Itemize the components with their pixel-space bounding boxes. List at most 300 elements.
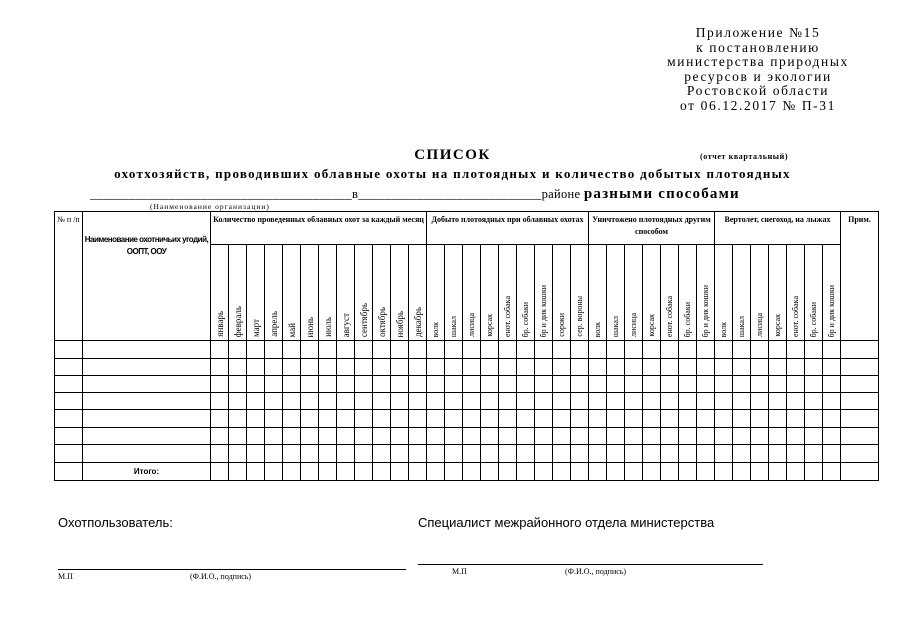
table-cell[interactable] xyxy=(571,445,589,463)
total-cell[interactable] xyxy=(319,463,337,481)
table-cell[interactable] xyxy=(589,428,607,445)
table-cell[interactable] xyxy=(481,410,499,428)
table-cell[interactable] xyxy=(301,341,319,359)
table-cell[interactable] xyxy=(373,359,391,376)
table-cell[interactable] xyxy=(373,428,391,445)
table-cell[interactable] xyxy=(55,359,83,376)
table-cell[interactable] xyxy=(83,393,211,410)
table-cell[interactable] xyxy=(517,428,535,445)
table-cell[interactable] xyxy=(373,341,391,359)
table-cell[interactable] xyxy=(319,445,337,463)
table-cell[interactable] xyxy=(535,359,553,376)
total-cell[interactable] xyxy=(337,463,355,481)
table-cell[interactable] xyxy=(211,393,229,410)
table-cell[interactable] xyxy=(823,341,841,359)
table-cell[interactable] xyxy=(301,445,319,463)
table-cell[interactable] xyxy=(211,376,229,393)
table-cell[interactable] xyxy=(607,428,625,445)
table-cell[interactable] xyxy=(787,410,805,428)
table-cell[interactable] xyxy=(83,428,211,445)
total-cell[interactable] xyxy=(373,463,391,481)
table-cell[interactable] xyxy=(715,359,733,376)
table-cell[interactable] xyxy=(481,376,499,393)
table-cell[interactable] xyxy=(83,376,211,393)
table-cell[interactable] xyxy=(697,359,715,376)
table-cell[interactable] xyxy=(805,445,823,463)
table-cell[interactable] xyxy=(283,445,301,463)
table-cell[interactable] xyxy=(769,341,787,359)
table-cell[interactable] xyxy=(823,359,841,376)
table-cell[interactable] xyxy=(391,376,409,393)
table-cell[interactable] xyxy=(463,410,481,428)
table-cell[interactable] xyxy=(661,410,679,428)
table-cell[interactable] xyxy=(463,393,481,410)
table-cell[interactable] xyxy=(643,376,661,393)
table-cell[interactable] xyxy=(319,359,337,376)
table-cell[interactable] xyxy=(805,376,823,393)
table-cell[interactable] xyxy=(823,428,841,445)
table-cell[interactable] xyxy=(265,359,283,376)
table-cell[interactable] xyxy=(553,445,571,463)
table-cell[interactable] xyxy=(535,410,553,428)
table-cell[interactable] xyxy=(337,341,355,359)
table-cell[interactable] xyxy=(607,376,625,393)
table-cell[interactable] xyxy=(805,393,823,410)
table-cell[interactable] xyxy=(55,445,83,463)
table-cell[interactable] xyxy=(571,376,589,393)
table-cell[interactable] xyxy=(661,428,679,445)
table-cell[interactable] xyxy=(571,393,589,410)
table-cell[interactable] xyxy=(83,445,211,463)
total-cell[interactable] xyxy=(841,463,879,481)
total-cell[interactable] xyxy=(481,463,499,481)
table-cell[interactable] xyxy=(643,359,661,376)
table-cell[interactable] xyxy=(229,341,247,359)
table-cell[interactable] xyxy=(265,428,283,445)
table-cell[interactable] xyxy=(715,445,733,463)
table-cell[interactable] xyxy=(769,376,787,393)
total-cell[interactable] xyxy=(769,463,787,481)
table-cell[interactable] xyxy=(445,359,463,376)
table-cell[interactable] xyxy=(445,445,463,463)
total-cell[interactable] xyxy=(463,463,481,481)
table-cell[interactable] xyxy=(661,376,679,393)
table-cell[interactable] xyxy=(733,393,751,410)
table-cell[interactable] xyxy=(481,393,499,410)
table-cell[interactable] xyxy=(841,410,879,428)
table-cell[interactable] xyxy=(841,428,879,445)
table-cell[interactable] xyxy=(697,376,715,393)
table-cell[interactable] xyxy=(319,393,337,410)
table-cell[interactable] xyxy=(55,393,83,410)
table-cell[interactable] xyxy=(55,428,83,445)
table-cell[interactable] xyxy=(211,428,229,445)
table-cell[interactable] xyxy=(643,410,661,428)
table-cell[interactable] xyxy=(805,410,823,428)
table-cell[interactable] xyxy=(553,410,571,428)
table-cell[interactable] xyxy=(805,428,823,445)
table-cell[interactable] xyxy=(337,445,355,463)
table-cell[interactable] xyxy=(553,428,571,445)
table-cell[interactable] xyxy=(265,393,283,410)
table-cell[interactable] xyxy=(211,341,229,359)
table-cell[interactable] xyxy=(391,445,409,463)
table-cell[interactable] xyxy=(697,393,715,410)
table-cell[interactable] xyxy=(751,428,769,445)
table-cell[interactable] xyxy=(83,410,211,428)
table-cell[interactable] xyxy=(409,393,427,410)
total-cell[interactable] xyxy=(499,463,517,481)
table-cell[interactable] xyxy=(715,393,733,410)
table-cell[interactable] xyxy=(211,445,229,463)
table-cell[interactable] xyxy=(319,376,337,393)
table-cell[interactable] xyxy=(769,393,787,410)
table-cell[interactable] xyxy=(625,393,643,410)
table-cell[interactable] xyxy=(373,376,391,393)
table-cell[interactable] xyxy=(355,376,373,393)
table-cell[interactable] xyxy=(409,359,427,376)
table-cell[interactable] xyxy=(589,376,607,393)
table-cell[interactable] xyxy=(661,341,679,359)
table-cell[interactable] xyxy=(499,445,517,463)
table-cell[interactable] xyxy=(481,428,499,445)
table-cell[interactable] xyxy=(553,359,571,376)
table-cell[interactable] xyxy=(319,341,337,359)
table-cell[interactable] xyxy=(697,428,715,445)
table-cell[interactable] xyxy=(481,341,499,359)
table-cell[interactable] xyxy=(229,393,247,410)
table-cell[interactable] xyxy=(589,410,607,428)
table-cell[interactable] xyxy=(679,341,697,359)
table-cell[interactable] xyxy=(823,393,841,410)
table-cell[interactable] xyxy=(355,428,373,445)
table-cell[interactable] xyxy=(445,376,463,393)
table-cell[interactable] xyxy=(391,359,409,376)
table-cell[interactable] xyxy=(553,341,571,359)
table-cell[interactable] xyxy=(427,393,445,410)
total-cell[interactable] xyxy=(643,463,661,481)
total-cell[interactable] xyxy=(679,463,697,481)
table-cell[interactable] xyxy=(751,341,769,359)
table-cell[interactable] xyxy=(589,341,607,359)
table-cell[interactable] xyxy=(55,376,83,393)
table-cell[interactable] xyxy=(751,376,769,393)
table-cell[interactable] xyxy=(499,376,517,393)
table-cell[interactable] xyxy=(481,359,499,376)
table-cell[interactable] xyxy=(247,393,265,410)
table-cell[interactable] xyxy=(499,393,517,410)
table-cell[interactable] xyxy=(301,376,319,393)
table-cell[interactable] xyxy=(319,428,337,445)
table-cell[interactable] xyxy=(319,410,337,428)
table-cell[interactable] xyxy=(715,341,733,359)
total-cell[interactable] xyxy=(517,463,535,481)
table-cell[interactable] xyxy=(445,428,463,445)
table-cell[interactable] xyxy=(517,376,535,393)
table-cell[interactable] xyxy=(823,410,841,428)
table-cell[interactable] xyxy=(247,445,265,463)
table-cell[interactable] xyxy=(83,359,211,376)
table-cell[interactable] xyxy=(265,410,283,428)
table-cell[interactable] xyxy=(841,376,879,393)
total-cell[interactable] xyxy=(283,463,301,481)
table-cell[interactable] xyxy=(283,428,301,445)
table-cell[interactable] xyxy=(247,341,265,359)
table-cell[interactable] xyxy=(517,341,535,359)
table-cell[interactable] xyxy=(751,410,769,428)
table-cell[interactable] xyxy=(787,428,805,445)
table-cell[interactable] xyxy=(643,341,661,359)
table-cell[interactable] xyxy=(661,445,679,463)
table-cell[interactable] xyxy=(229,428,247,445)
table-cell[interactable] xyxy=(787,341,805,359)
table-cell[interactable] xyxy=(643,393,661,410)
total-cell[interactable] xyxy=(733,463,751,481)
table-cell[interactable] xyxy=(355,341,373,359)
table-cell[interactable] xyxy=(769,359,787,376)
table-cell[interactable] xyxy=(391,428,409,445)
table-cell[interactable] xyxy=(661,393,679,410)
table-cell[interactable] xyxy=(283,393,301,410)
table-cell[interactable] xyxy=(265,445,283,463)
table-cell[interactable] xyxy=(715,428,733,445)
table-cell[interactable] xyxy=(571,359,589,376)
table-cell[interactable] xyxy=(409,376,427,393)
table-cell[interactable] xyxy=(517,359,535,376)
table-cell[interactable] xyxy=(607,393,625,410)
table-cell[interactable] xyxy=(679,376,697,393)
total-cell[interactable] xyxy=(787,463,805,481)
table-cell[interactable] xyxy=(553,376,571,393)
table-cell[interactable] xyxy=(517,445,535,463)
table-cell[interactable] xyxy=(625,341,643,359)
total-cell[interactable] xyxy=(571,463,589,481)
table-cell[interactable] xyxy=(535,393,553,410)
table-cell[interactable] xyxy=(481,445,499,463)
table-cell[interactable] xyxy=(247,376,265,393)
table-cell[interactable] xyxy=(463,376,481,393)
table-cell[interactable] xyxy=(661,359,679,376)
table-cell[interactable] xyxy=(697,410,715,428)
table-cell[interactable] xyxy=(841,393,879,410)
table-cell[interactable] xyxy=(571,410,589,428)
table-cell[interactable] xyxy=(751,445,769,463)
table-cell[interactable] xyxy=(553,393,571,410)
total-cell[interactable] xyxy=(427,463,445,481)
total-cell[interactable] xyxy=(409,463,427,481)
table-cell[interactable] xyxy=(679,445,697,463)
total-cell[interactable] xyxy=(265,463,283,481)
table-cell[interactable] xyxy=(409,428,427,445)
table-cell[interactable] xyxy=(463,445,481,463)
table-cell[interactable] xyxy=(499,410,517,428)
table-cell[interactable] xyxy=(283,359,301,376)
table-cell[interactable] xyxy=(427,376,445,393)
total-cell[interactable] xyxy=(589,463,607,481)
table-cell[interactable] xyxy=(607,445,625,463)
total-cell[interactable] xyxy=(247,463,265,481)
table-cell[interactable] xyxy=(499,428,517,445)
table-cell[interactable] xyxy=(589,359,607,376)
table-cell[interactable] xyxy=(679,410,697,428)
table-cell[interactable] xyxy=(805,359,823,376)
table-cell[interactable] xyxy=(679,428,697,445)
total-cell[interactable] xyxy=(805,463,823,481)
table-cell[interactable] xyxy=(355,410,373,428)
total-cell[interactable] xyxy=(553,463,571,481)
table-cell[interactable] xyxy=(373,445,391,463)
table-cell[interactable] xyxy=(625,410,643,428)
table-cell[interactable] xyxy=(733,428,751,445)
table-cell[interactable] xyxy=(445,341,463,359)
table-cell[interactable] xyxy=(265,376,283,393)
table-cell[interactable] xyxy=(355,393,373,410)
total-cell[interactable] xyxy=(229,463,247,481)
table-cell[interactable] xyxy=(715,376,733,393)
table-cell[interactable] xyxy=(247,359,265,376)
table-cell[interactable] xyxy=(391,410,409,428)
table-cell[interactable] xyxy=(823,376,841,393)
table-cell[interactable] xyxy=(409,341,427,359)
table-cell[interactable] xyxy=(427,359,445,376)
table-cell[interactable] xyxy=(391,341,409,359)
total-cell[interactable] xyxy=(211,463,229,481)
table-cell[interactable] xyxy=(625,359,643,376)
table-cell[interactable] xyxy=(535,341,553,359)
table-cell[interactable] xyxy=(427,410,445,428)
table-cell[interactable] xyxy=(301,410,319,428)
table-cell[interactable] xyxy=(337,393,355,410)
table-cell[interactable] xyxy=(535,376,553,393)
total-cell[interactable] xyxy=(625,463,643,481)
total-cell[interactable] xyxy=(715,463,733,481)
total-cell[interactable] xyxy=(445,463,463,481)
table-cell[interactable] xyxy=(607,359,625,376)
table-cell[interactable] xyxy=(355,359,373,376)
table-cell[interactable] xyxy=(55,341,83,359)
table-cell[interactable] xyxy=(733,445,751,463)
table-cell[interactable] xyxy=(391,393,409,410)
table-cell[interactable] xyxy=(805,341,823,359)
table-cell[interactable] xyxy=(589,445,607,463)
table-cell[interactable] xyxy=(229,410,247,428)
table-cell[interactable] xyxy=(499,341,517,359)
table-cell[interactable] xyxy=(787,376,805,393)
table-cell[interactable] xyxy=(607,410,625,428)
total-cell[interactable] xyxy=(697,463,715,481)
total-cell[interactable] xyxy=(55,463,83,481)
table-cell[interactable] xyxy=(337,359,355,376)
table-cell[interactable] xyxy=(625,428,643,445)
table-cell[interactable] xyxy=(697,445,715,463)
table-cell[interactable] xyxy=(247,428,265,445)
table-cell[interactable] xyxy=(301,393,319,410)
table-cell[interactable] xyxy=(229,445,247,463)
table-cell[interactable] xyxy=(499,359,517,376)
table-cell[interactable] xyxy=(715,410,733,428)
table-cell[interactable] xyxy=(733,376,751,393)
table-cell[interactable] xyxy=(841,341,879,359)
table-cell[interactable] xyxy=(769,428,787,445)
table-cell[interactable] xyxy=(427,341,445,359)
table-cell[interactable] xyxy=(463,428,481,445)
table-cell[interactable] xyxy=(769,410,787,428)
table-cell[interactable] xyxy=(463,341,481,359)
table-cell[interactable] xyxy=(625,376,643,393)
total-cell[interactable] xyxy=(301,463,319,481)
table-cell[interactable] xyxy=(751,393,769,410)
table-cell[interactable] xyxy=(283,341,301,359)
total-cell[interactable] xyxy=(751,463,769,481)
table-cell[interactable] xyxy=(229,376,247,393)
table-cell[interactable] xyxy=(337,376,355,393)
total-cell[interactable] xyxy=(391,463,409,481)
table-cell[interactable] xyxy=(83,341,211,359)
table-cell[interactable] xyxy=(355,445,373,463)
table-cell[interactable] xyxy=(373,393,391,410)
table-cell[interactable] xyxy=(571,428,589,445)
table-cell[interactable] xyxy=(769,445,787,463)
table-cell[interactable] xyxy=(841,359,879,376)
table-cell[interactable] xyxy=(247,410,265,428)
table-cell[interactable] xyxy=(409,445,427,463)
table-cell[interactable] xyxy=(337,428,355,445)
table-cell[interactable] xyxy=(463,359,481,376)
table-cell[interactable] xyxy=(589,393,607,410)
table-cell[interactable] xyxy=(211,410,229,428)
table-cell[interactable] xyxy=(265,341,283,359)
table-cell[interactable] xyxy=(823,445,841,463)
table-cell[interactable] xyxy=(535,445,553,463)
table-cell[interactable] xyxy=(283,376,301,393)
table-cell[interactable] xyxy=(55,410,83,428)
table-cell[interactable] xyxy=(301,428,319,445)
table-cell[interactable] xyxy=(679,359,697,376)
total-cell[interactable] xyxy=(355,463,373,481)
table-cell[interactable] xyxy=(409,410,427,428)
table-cell[interactable] xyxy=(841,445,879,463)
table-cell[interactable] xyxy=(679,393,697,410)
total-cell[interactable] xyxy=(661,463,679,481)
table-cell[interactable] xyxy=(445,393,463,410)
table-cell[interactable] xyxy=(607,341,625,359)
table-cell[interactable] xyxy=(517,393,535,410)
table-cell[interactable] xyxy=(733,341,751,359)
table-cell[interactable] xyxy=(427,445,445,463)
table-cell[interactable] xyxy=(229,359,247,376)
table-cell[interactable] xyxy=(427,428,445,445)
table-cell[interactable] xyxy=(751,359,769,376)
table-cell[interactable] xyxy=(787,393,805,410)
total-cell[interactable] xyxy=(823,463,841,481)
total-cell[interactable] xyxy=(535,463,553,481)
table-cell[interactable] xyxy=(535,428,553,445)
table-cell[interactable] xyxy=(211,359,229,376)
table-cell[interactable] xyxy=(301,359,319,376)
table-cell[interactable] xyxy=(697,341,715,359)
table-cell[interactable] xyxy=(337,410,355,428)
table-cell[interactable] xyxy=(643,428,661,445)
table-cell[interactable] xyxy=(733,359,751,376)
table-cell[interactable] xyxy=(643,445,661,463)
total-cell[interactable] xyxy=(607,463,625,481)
table-cell[interactable] xyxy=(571,341,589,359)
table-cell[interactable] xyxy=(283,410,301,428)
table-cell[interactable] xyxy=(373,410,391,428)
table-cell[interactable] xyxy=(733,410,751,428)
table-cell[interactable] xyxy=(445,410,463,428)
table-cell[interactable] xyxy=(787,359,805,376)
